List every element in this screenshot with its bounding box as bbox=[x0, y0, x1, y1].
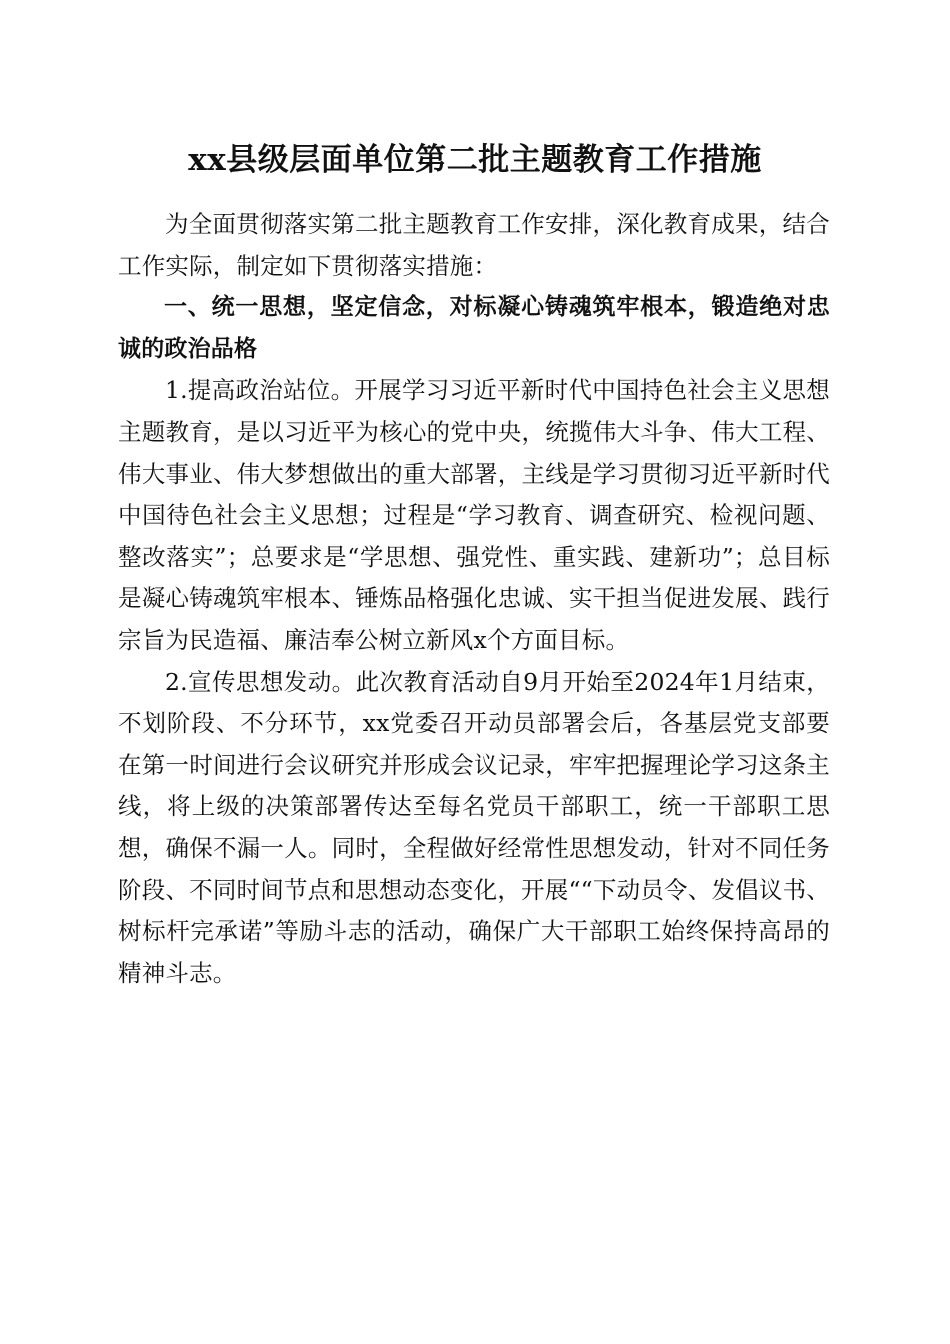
item-paragraph-1: 1.提高政治站位。开展学习习近平新时代中国持色社会主义思想主题教育，是以习近平为核心的党中央，统揽伟大斗争、伟大工程、伟大事业、伟大梦想做出的重大部署，主线是学习贯彻习近平新时代中国待色社会主义思想；过程是“学习教育、调查研究、检视问题、整改落实”；总要求是“学思想、强党性、重实践、建新功”；总目标是凝心铸魂筑牢根本、锤炼品格强化忠诚、实干担当促进发展、践行宗旨为民造福、廉洁奉公树立新风x个方面目标。 bbox=[118, 376, 830, 654]
item-paragraph-2: 2.宣传思想发动。此次教育活动自9月开始至2024年1月结束，不划阶段、不分环节，xx党委召开动员部署会后，各基层党支部要在第一时间进行会议研究并形成会议记录，牢牢把握理论学习这条主线，将上级的决策部署传达至每名党员干部职工，统一干部职工思想，确保不漏一人。同时，全程做好经常性思想发动，针对不同任务阶段、不同时间节点和思想动态变化，开展““下动员令、发倡议书、树标杆完承诺”等励斗志的活动，确保广大干部职工始终保持高昂的精神斗志。 bbox=[118, 667, 830, 987]
section-heading-1: 一、统一思想，坚定信念，对标凝心铸魂筑牢根本，锻造绝对忠诚的政治品格 bbox=[118, 294, 830, 362]
document-body bbox=[118, 204, 830, 994]
intro-paragraph: 为全面贯彻落实第二批主题教育工作安排，深化教育成果，结合工作实际，制定如下贯彻落实措施： bbox=[118, 210, 830, 280]
document-title: xx县级层面单位第二批主题教育工作措施 bbox=[188, 142, 762, 178]
